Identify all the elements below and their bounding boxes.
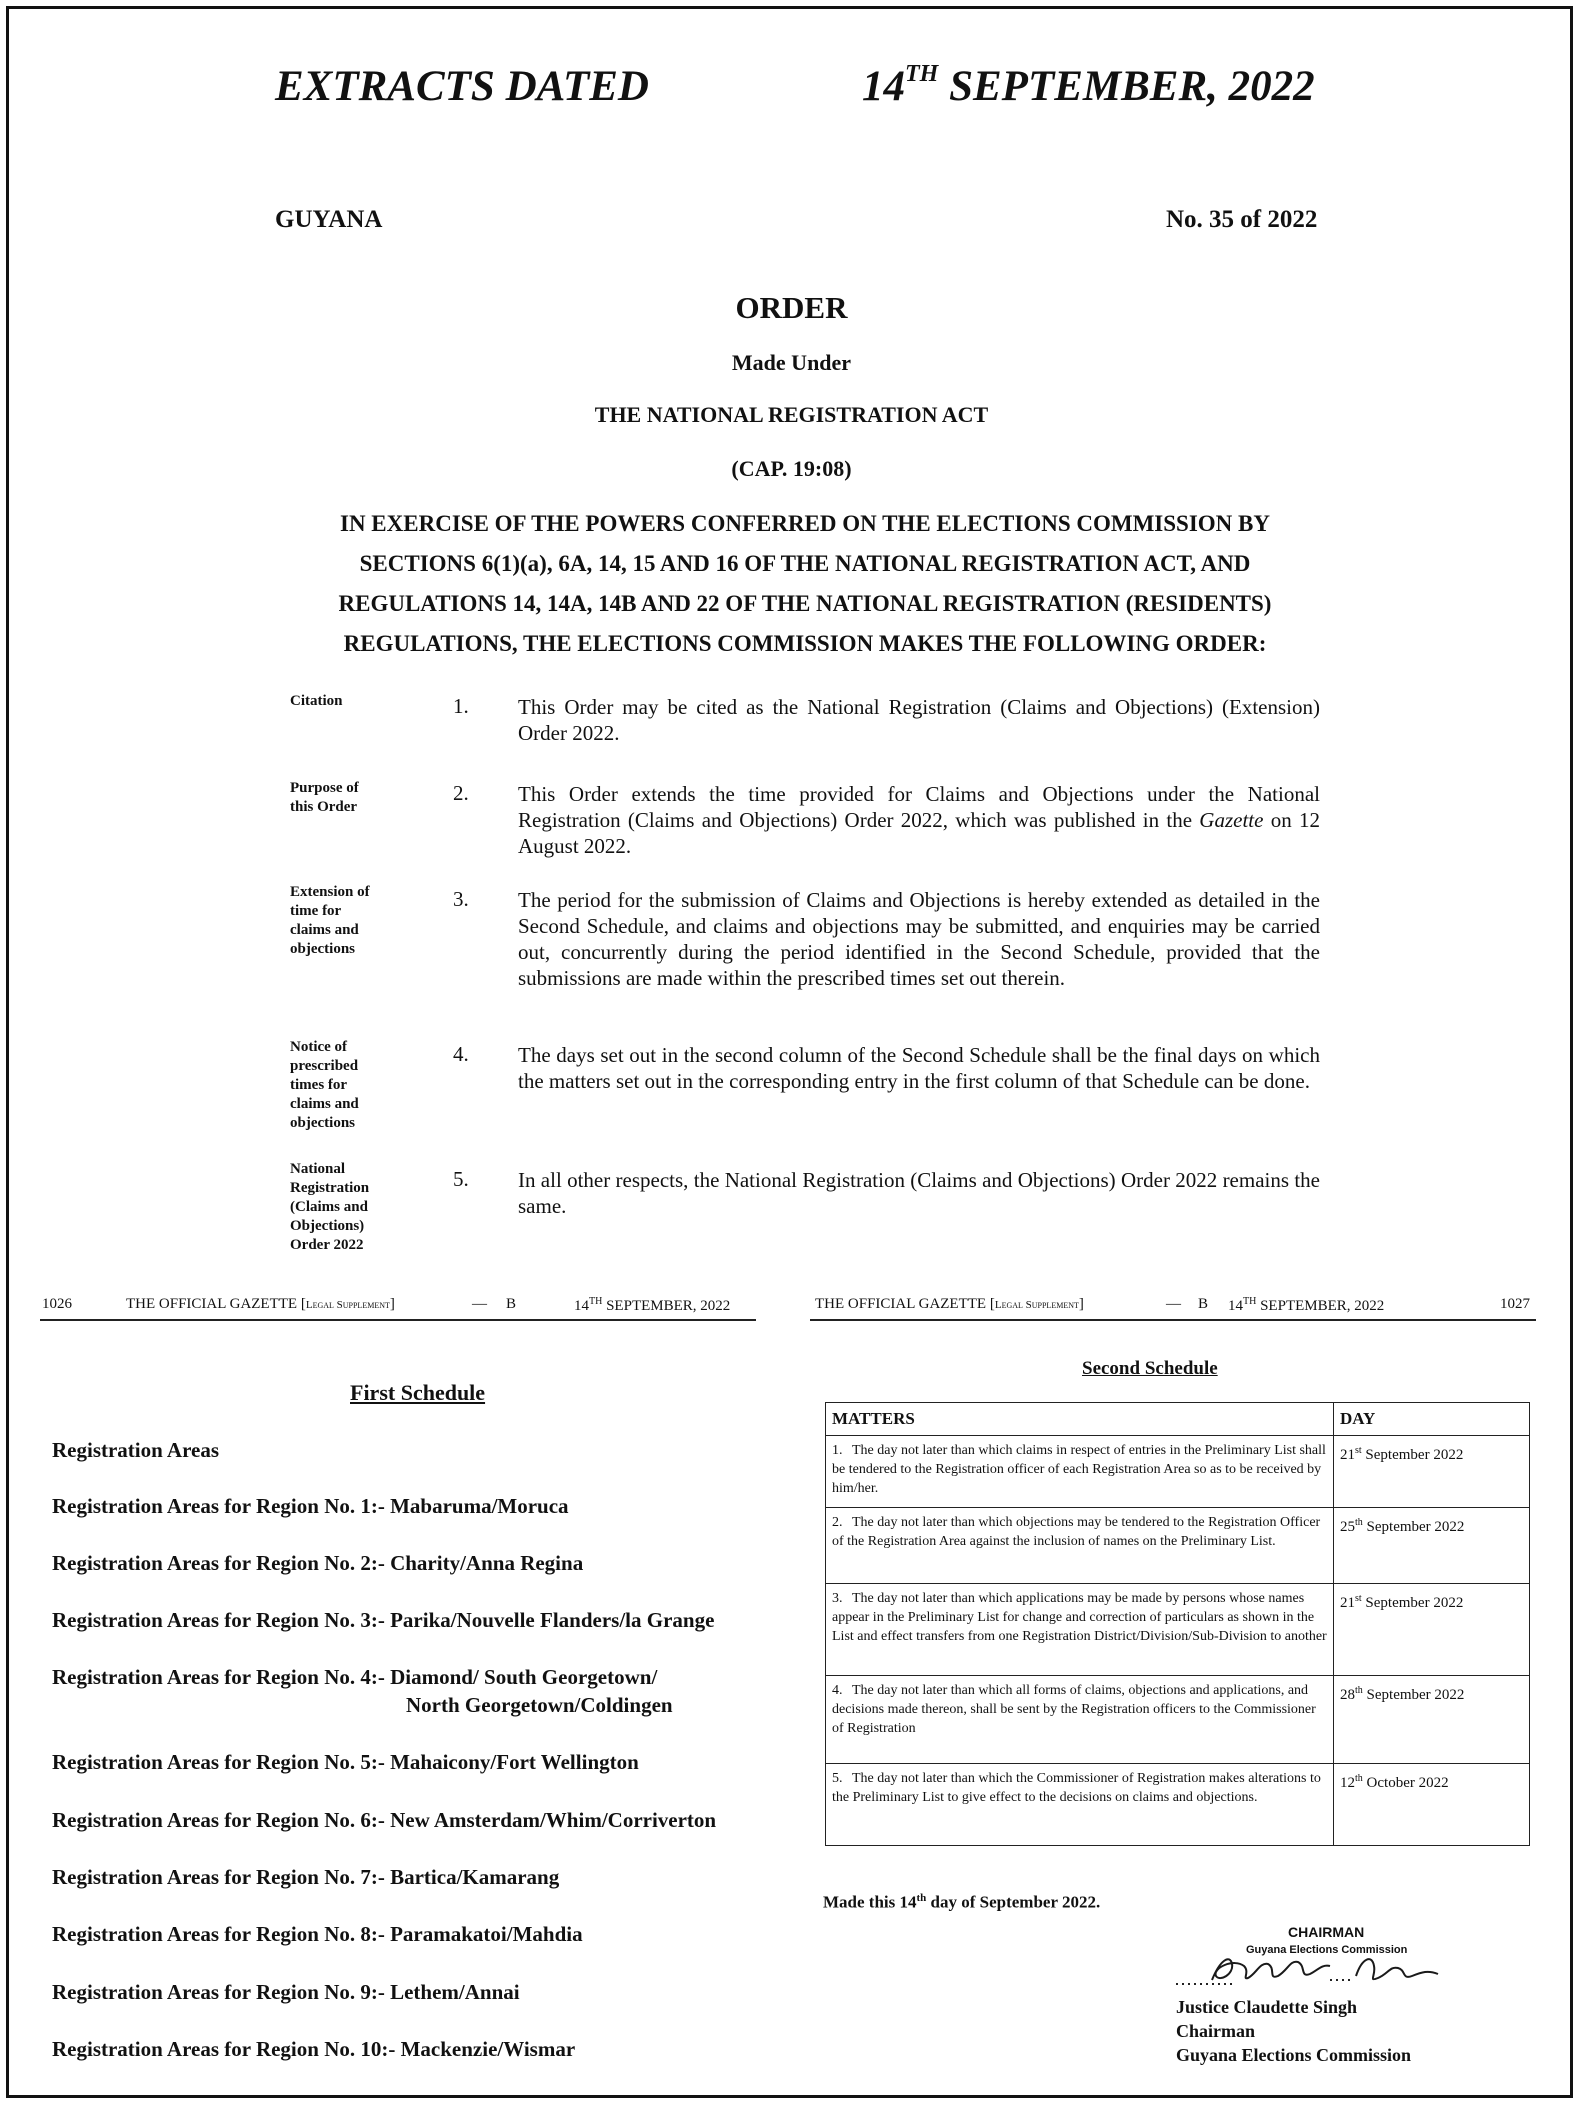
- region-entry: Registration Areas for Region No. 5:- Mahaicony/Fort Wellington: [52, 1750, 639, 1774]
- signatory-name: Justice Claudette Singh: [1176, 1997, 1358, 2017]
- region-entry: Registration Areas for Region No. 8:- Paramakatoi/Mahdia: [52, 1922, 583, 1946]
- preamble-line: IN EXERCISE OF THE POWERS CONFERRED ON THE ELECTIONS COMMISSION BY: [340, 511, 1270, 536]
- region-entry: Registration Areas for Region No. 1:- Mabaruma/Moruca: [52, 1494, 569, 1518]
- gazette-title-left: THE OFFICIAL GAZETTE [Legal Supplement]: [126, 1296, 395, 1312]
- section-3-text: The period for the submission of Claims and Objections is hereby extended as detailed in the Second Schedule, and claims and objections may be submitted, and enquiries may be carried out, concurrently during the period identified in the Second Schedule, provided that the submissions are made within the prescribed times set out therein.: [518, 888, 1320, 990]
- matter-cell: 5. The day not later than which the Commissioner of Registration makes alterations to the Preliminary List to give effect to the decisions on claims and objections.: [826, 1764, 1334, 1846]
- column-header-matters: MATTERS: [826, 1403, 1334, 1436]
- preamble-line: SECTIONS 6(1)(a), 6A, 14, 15 AND 16 OF THE NATIONAL REGISTRATION ACT, AND: [359, 551, 1251, 576]
- seal-commission: Guyana Elections Commission: [1246, 1944, 1408, 1956]
- signatory-block: [1176, 1995, 1411, 2067]
- section-4-text: The days set out in the second column of the Second Schedule shall be the final days on which the matters set out in the corresponding entry in the first column of that Schedule can be done.: [518, 1043, 1320, 1093]
- region-entry: Registration Areas for Region No. 3:- Parika/Nouvelle Flanders/la Grange: [52, 1608, 715, 1632]
- registration-areas-heading: Registration Areas: [52, 1438, 220, 1462]
- handwritten-signature: [1172, 1940, 1442, 2000]
- divider: [40, 1319, 756, 1321]
- page-number-left: 1026: [42, 1296, 72, 1312]
- signatory-title: Chairman: [1176, 2021, 1256, 2041]
- order-number: No. 35 of 2022: [1166, 206, 1318, 233]
- made-this-date: Made this 14th day of September 2022.: [823, 1892, 1101, 1912]
- page-number-right: 1027: [1500, 1296, 1530, 1312]
- day-cell: 12th October 2022: [1334, 1764, 1530, 1846]
- table-row: [826, 1764, 1530, 1846]
- table-row: [826, 1508, 1530, 1584]
- made-under: Made Under: [731, 350, 852, 375]
- region-entry: Registration Areas for Region No. 2:- Charity/Anna Regina: [52, 1551, 584, 1575]
- region-entry: Registration Areas for Region No. 9:- Lethem/Annai: [52, 1980, 520, 2004]
- table-header-row: [826, 1403, 1530, 1436]
- part-left: B: [506, 1296, 517, 1312]
- matter-cell: 2. The day not later than which objections may be tendered to the Registration Officer of the Registration Area against the inclusion of names on the Preliminary List.: [826, 1508, 1334, 1584]
- section-5-number: 5.: [453, 1167, 469, 1191]
- matter-cell: 4. The day not later than which all forms of claims, objections and applications, and decisions made thereon, shall be sent by the Registration officers to the Commissioner of Registration: [826, 1676, 1334, 1764]
- region-entry: Registration Areas for Region No. 10:- Mackenzie/Wismar: [52, 2037, 576, 2061]
- region-entry: Registration Areas for Region No. 7:- Bartica/Kamarang: [52, 1865, 560, 1889]
- section-2-text: This Order extends the time provided for Claims and Objections under the National Registration (Claims and Objections) Order 2022, which was published in the Gazette on 12 August 2022.: [518, 782, 1320, 858]
- gazette-title-right: THE OFFICIAL GAZETTE [Legal Supplement]: [815, 1296, 1084, 1312]
- section-3-margin-note: Extension of time for claims and objections: [290, 884, 370, 957]
- part-right: B: [1198, 1296, 1209, 1312]
- extracts-heading: EXTRACTS DATED: [275, 63, 649, 110]
- order-title: ORDER: [735, 290, 848, 325]
- preamble: [280, 504, 1330, 664]
- region-entry: Registration Areas for Region No. 6:- New Amsterdam/Whim/Corriverton: [52, 1808, 717, 1832]
- cap-reference: (CAP. 19:08): [731, 456, 852, 481]
- day-cell: 21st September 2022: [1334, 1436, 1530, 1508]
- extracts-date: 14TH SEPTEMBER, 2022: [862, 60, 1315, 110]
- section-1-margin-note: Citation: [290, 693, 343, 709]
- dash-left: —: [472, 1296, 487, 1312]
- divider: [810, 1319, 1536, 1321]
- region-entry: Registration Areas for Region No. 4:- Diamond/ South Georgetown/: [52, 1665, 658, 1689]
- section-2-number: 2.: [453, 781, 469, 805]
- column-header-day: DAY: [1334, 1403, 1530, 1436]
- region-entry-continuation: North Georgetown/Coldingen: [406, 1693, 673, 1717]
- second-schedule-table: [825, 1402, 1530, 1846]
- section-2-margin-note: Purpose of this Order: [290, 780, 359, 815]
- table-row: [826, 1436, 1530, 1508]
- section-5-text: In all other respects, the National Registration (Claims and Objections) Order 2022 remains the same.: [518, 1168, 1320, 1218]
- day-cell: 21st September 2022: [1334, 1584, 1530, 1676]
- section-5-margin-note: National Registration (Claims and Objections) Order 2022: [290, 1161, 370, 1253]
- matter-cell: 3. The day not later than which applications may be made by persons whose names appear in the Preliminary List for change and correction of particulars as shown in the List and effect transfers from one Registration District/Division/Sub-Division to another: [826, 1584, 1334, 1676]
- preamble-line: REGULATIONS, THE ELECTIONS COMMISSION MAKES THE FOLLOWING ORDER:: [343, 631, 1267, 656]
- second-schedule-title: Second Schedule: [1082, 1358, 1218, 1379]
- seal-chairman: CHAIRMAN: [1288, 1924, 1365, 1940]
- dash-right: —: [1166, 1296, 1181, 1312]
- table-row: [826, 1676, 1530, 1764]
- act-name: THE NATIONAL REGISTRATION ACT: [594, 402, 989, 427]
- preamble-line: REGULATIONS 14, 14A, 14B AND 22 OF THE NATIONAL REGISTRATION (RESIDENTS): [338, 591, 1272, 616]
- day-cell: 25th September 2022: [1334, 1508, 1530, 1584]
- date-left: 14TH SEPTEMBER, 2022: [574, 1296, 731, 1314]
- section-1-text: This Order may be cited as the National Registration (Claims and Objections) (Extension) Order 2022.: [518, 695, 1320, 745]
- first-schedule-title: First Schedule: [350, 1380, 486, 1405]
- day-cell: 28th September 2022: [1334, 1676, 1530, 1764]
- country-label: GUYANA: [275, 206, 383, 233]
- section-4-number: 4.: [453, 1042, 469, 1066]
- section-1-number: 1.: [453, 694, 469, 718]
- date-right: 14TH SEPTEMBER, 2022: [1228, 1296, 1385, 1314]
- section-3-number: 3.: [453, 887, 469, 911]
- signatory-body: Guyana Elections Commission: [1176, 2045, 1412, 2065]
- table-row: [826, 1584, 1530, 1676]
- matter-cell: 1. The day not later than which claims in respect of entries in the Preliminary List shall be tendered to the Registration officer of each Registration Area so as to be received by him/her.: [826, 1436, 1334, 1508]
- section-4-margin-note: Notice of prescribed times for claims and objections: [290, 1039, 359, 1131]
